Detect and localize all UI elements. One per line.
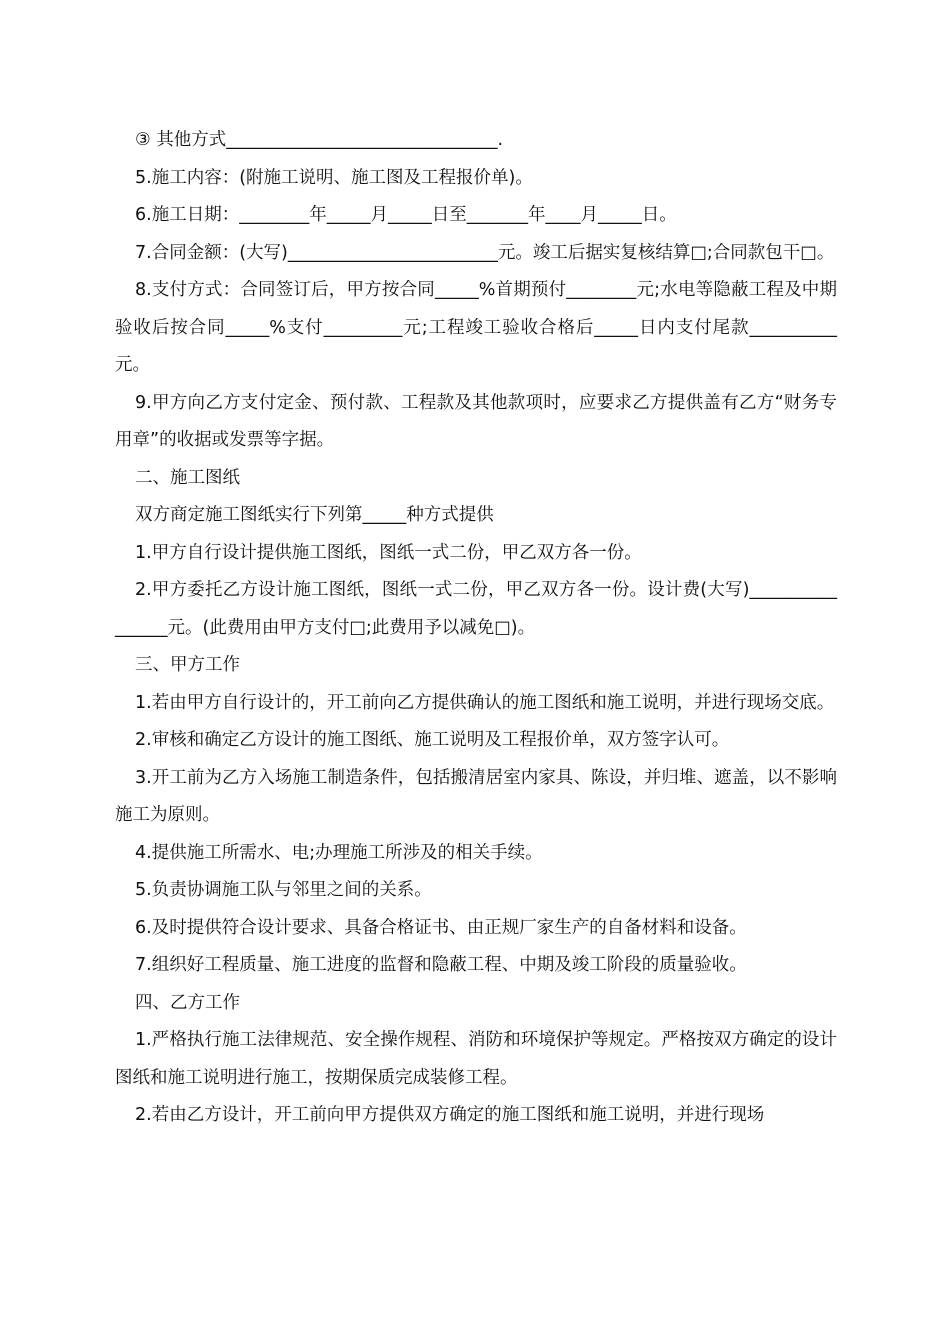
paragraph-other-methods: ③ 其他方式_______________________________. bbox=[135, 130, 504, 150]
paragraph-party-a-4: 4.提供施工所需水、电;办理施工所涉及的相关手续。 bbox=[135, 842, 543, 863]
paragraph-payment-receipt: 9.甲方向乙方支付定金、预付款、工程款及其他款项时，应要求乙方提供盖有乙方“财务专用章”的收据或发票等字据。 bbox=[115, 392, 837, 450]
paragraph-party-b-2: 2.若由乙方设计，开工前向甲方提供双方确定的施工图纸和施工说明，并进行现场 bbox=[135, 1105, 765, 1125]
paragraph-party-a-2: 2.审核和确定乙方设计的施工图纸、施工说明及工程报价单，双方签字认可。 bbox=[135, 730, 730, 750]
paragraph-party-a-1: 1.若由甲方自行设计的，开工前向乙方提供确认的施工图纸和施工说明，并进行现场交底。 bbox=[135, 692, 835, 713]
section-heading-party-b: 四、乙方工作 bbox=[135, 992, 240, 1013]
paragraph-party-a-5: 5.负责协调施工队与邻里之间的关系。 bbox=[135, 880, 432, 900]
paragraph-construction-date: 6.施工日期：________年_____月_____日至_______年____月_____日。 bbox=[135, 205, 677, 225]
paragraph-drawings-option-2: 2.甲方委托乙方设计施工图纸，图纸一式二份，甲乙双方各一份。设计费(大写)________________元。(此费用由甲方支付□;此费用予以减免□)。 bbox=[115, 580, 837, 638]
paragraph-party-a-6: 6.及时提供符合设计要求、具备合格证书、由正规厂家生产的自备材料和设备。 bbox=[135, 917, 747, 938]
section-heading-drawings: 二、施工图纸 bbox=[135, 467, 240, 488]
paragraph-party-a-7: 7.组织好工程质量、施工进度的监督和隐蔽工程、中期及竣工阶段的质量验收。 bbox=[135, 955, 747, 975]
paragraph-drawings-option-1: 1.甲方自行设计提供施工图纸，图纸一式二份，甲乙双方各一份。 bbox=[135, 542, 642, 563]
paragraph-construction-content: 5.施工内容：(附施工说明、施工图及工程报价单)。 bbox=[135, 167, 533, 188]
paragraph-contract-amount: 7.合同金额：(大写)________________________元。竣工后据实复核结算□;合同款包干□。 bbox=[135, 242, 835, 263]
paragraph-payment-method: 8.支付方式：合同签订后，甲方按合同_____%首期预付________元;水电等隐蔽工程及中期验收后按合同_____%支付_________元;工程竣工验收合格后_____日内支付尾款__________元。 bbox=[115, 280, 837, 375]
paragraph-party-a-3: 3.开工前为乙方入场施工制造条件，包括搬清居室内家具、陈设，并归堆、遮盖，以不影响施工为原则。 bbox=[115, 767, 837, 825]
document-body bbox=[115, 122, 837, 1135]
section-heading-party-a: 三、甲方工作 bbox=[135, 655, 240, 675]
paragraph-party-b-1: 1.严格执行施工法律规范、安全操作规程、消防和环境保护等规定。严格按双方确定的设计图纸和施工说明进行施工，按期保质完成装修工程。 bbox=[115, 1030, 837, 1088]
paragraph-drawings-method: 双方商定施工图纸实行下列第_____种方式提供 bbox=[135, 505, 494, 525]
